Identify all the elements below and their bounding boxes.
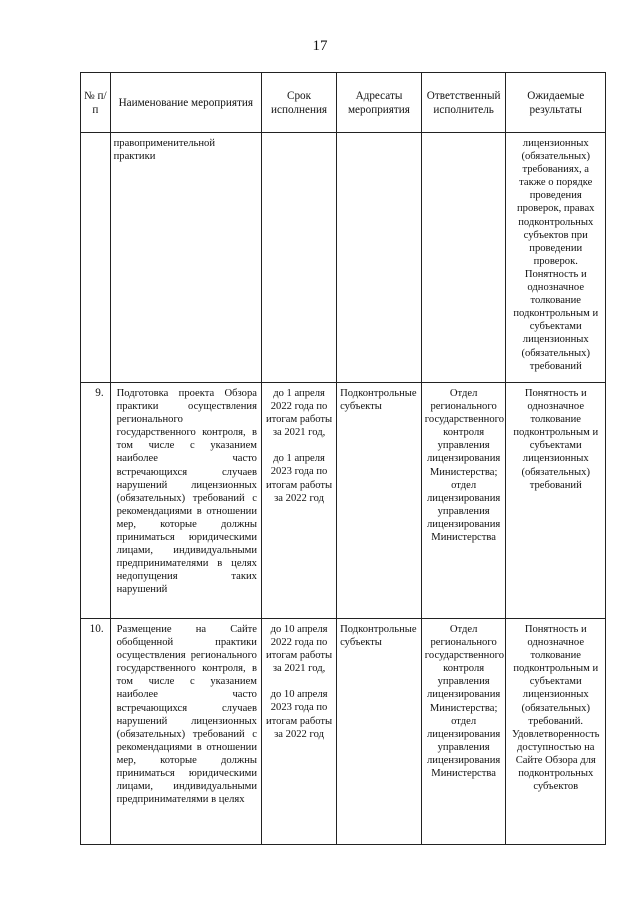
deadline [261,383,336,619]
event-name: правоприменительной практики [110,133,261,383]
result-text: Понятность и однозначное толкование подконтрольным и субъектами лицензионных (обязательных) требований [513,388,599,491]
result-text: Понятность и однозначное толкование подконтрольным и субъектами лицензионных (обязательных) требований. [513,624,599,727]
header-deadline: Срок исполнения [261,73,336,133]
header-number: № п/п [81,73,111,133]
deadline-text: до 10 апреля 2023 года по итогам работы за 2022 год [265,689,333,740]
expected-results [506,133,606,383]
addressees: Подконтрольные субъекты [337,383,422,619]
expected-results [506,383,606,619]
result-text: Удовлетворенность доступностью на Сайте Обзора для подконтрольных субъектов [511,728,600,793]
table-header-row [81,73,606,133]
event-name: Подготовка проекта Обзора практики осуществления регионального государственного контроля, в том числе с указанием наиболее часто встречающихся случаев нарушений лицензионных (обязательных) требований с рекомендациями в отношении мер, которые должны приниматься юридическими лицами, индивидуальными предпринимателями в целях недопущения таких нарушений [110,383,261,619]
row-number [81,133,111,383]
event-name: Размещение на Сайте обобщенной практики осуществления регионального государственного контроля, в том числе с указанием наиболее часто встречающихся случаев нарушений лицензионных (обязательных) требований с рекомендациями в отношении мер, которые должны приниматься юридическими лицами, индивидуальными предпринимателями в целях [110,619,261,845]
table-row [81,619,606,845]
header-event-name: Наименование мероприятия [110,73,261,133]
deadline-text: до 1 апреля 2023 года по итогам работы за 2022 год [265,453,333,504]
addressees [337,133,422,383]
expected-results [506,619,606,845]
deadline [261,619,336,845]
deadline [261,133,336,383]
page-number: 17 [312,38,328,54]
row-number: 10. [81,619,111,845]
responsible: Отдел регионального государственного контроля управления лицензирования Министерства; отдел лицензирования управления лицензирования Министерства [421,619,506,845]
row-number: 9. [81,383,111,619]
deadline-text: до 1 апреля 2022 года по итогам работы за 2021 год, [265,388,333,439]
responsible: Отдел регионального государственного контроля управления лицензирования Министерства; отдел лицензирования управления лицензирования Министерства [421,383,506,619]
header-addressees: Адресаты мероприятия [337,73,422,133]
responsible [421,133,506,383]
events-table [80,72,606,845]
table-row [81,133,606,383]
table-row [81,383,606,619]
result-text: лицензионных (обязательных) требованиях, а также о порядке проведения проверок, правах подконтрольных субъектов при проведении проверок. [516,138,595,267]
header-results: Ожидаемые результаты [506,73,606,133]
header-responsible: Ответственный исполнитель [421,73,506,133]
deadline-text: до 10 апреля 2022 года по итогам работы за 2021 год, [265,624,333,675]
result-text: Понятность и однозначное толкование подконтрольным и субъектами лицензионных (обязательных) требований [513,268,599,372]
addressees: Подконтрольные субъекты [337,619,422,845]
